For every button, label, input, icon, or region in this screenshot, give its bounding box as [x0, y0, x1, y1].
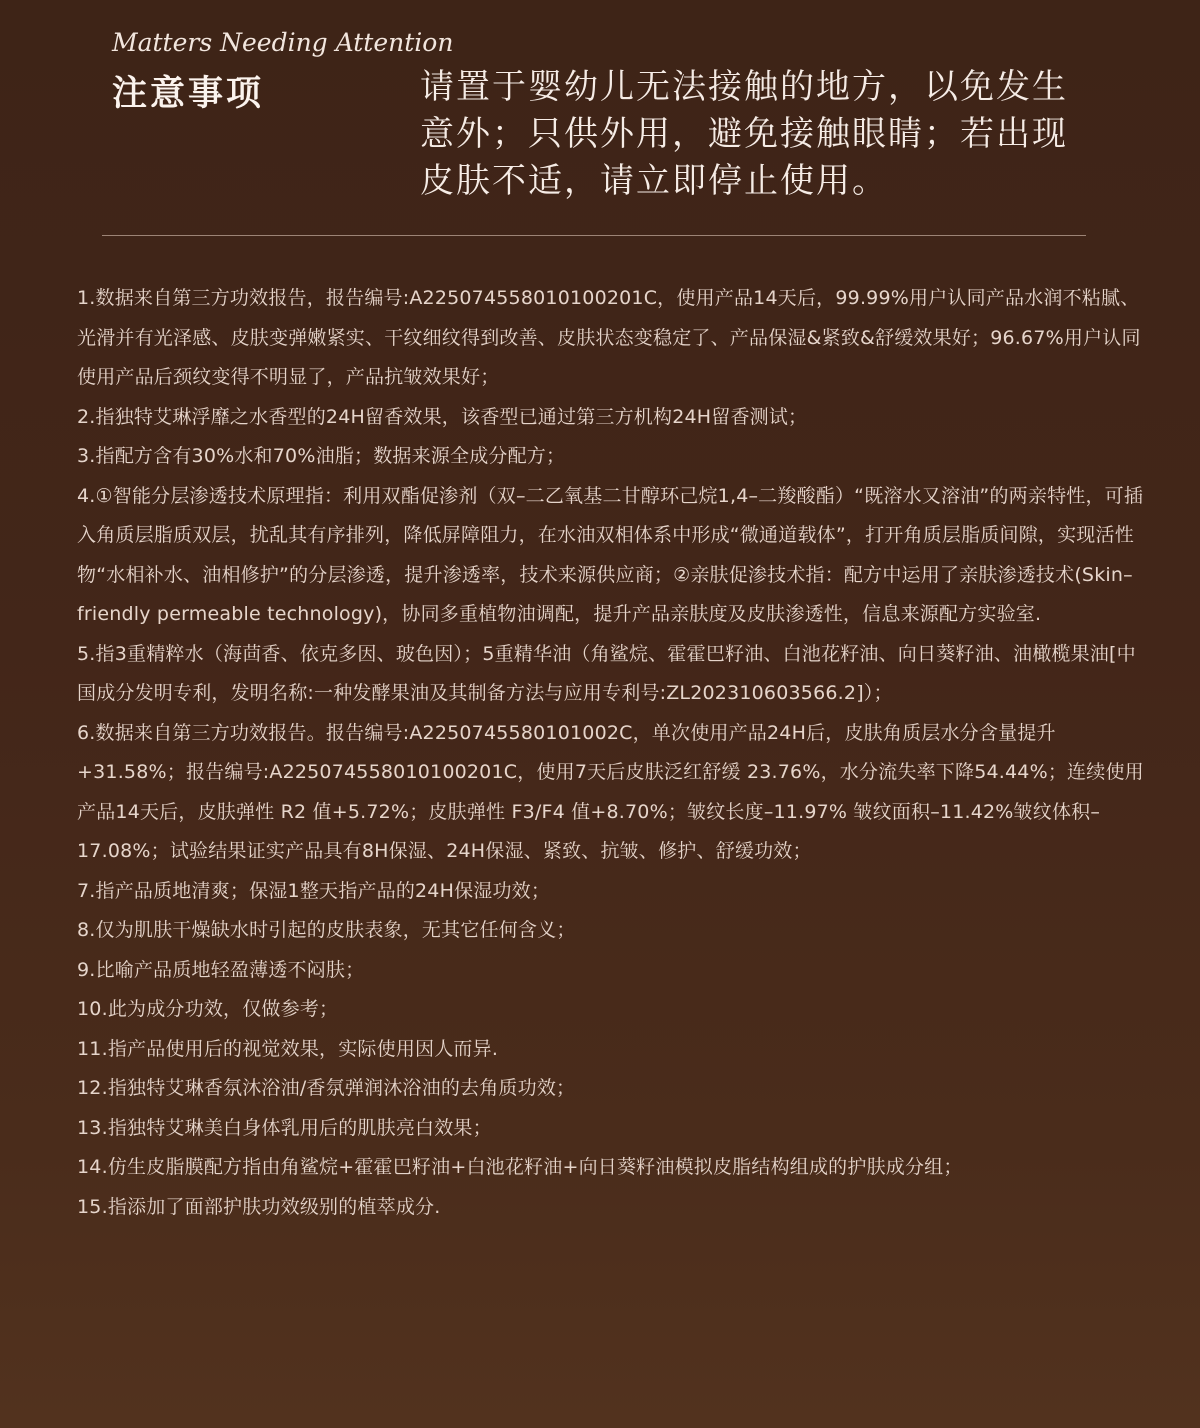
footnote-4: 4.①智能分层渗透技术原理指：利用双酯促渗剂（双–二乙氧基二甘醇环己烷1,4–二羧酸酯）“既溶水又溶油”的两亲特性，可插入角质层脂质双层，扰乱其有序排列，降低屏障阻力，在水油双相体系中形成“微通道载体”，打开角质层脂质间隙，实现活性物“水相补水、油相修护”的分层渗透，提升渗透率，技术来源供应商；②亲肤促渗技术指：配方中运用了亲肤渗透技术(Skin–friendly permeable technology)，协同多重植物油调配，提升产品亲肤度及皮肤渗透性，信息来源配方实验室. [77, 484, 1144, 625]
footnote-list [77, 279, 1147, 1227]
footnote-9: 9.比喻产品质地轻盈薄透不闷肤； [77, 958, 365, 981]
safety-warning: 请置于婴幼儿无法接触的地方，以免发生意外；只供外用，避免接触眼睛；若出现皮肤不适，请立即停止使用。 [420, 67, 1068, 201]
footnote-12: 12.指独特艾琳香氛沐浴油/香氛弹润沐浴油的去角质功效； [77, 1077, 576, 1099]
footnote-11: 11.指产品使用后的视觉效果，实际使用因人而异. [77, 1037, 499, 1060]
footnote-13: 13.指独特艾琳美白身体乳用后的肌肤亮白效果； [77, 1116, 492, 1139]
footnote-7: 7.指产品质地清爽；保湿1整天指产品的24H保湿功效； [77, 879, 551, 902]
footnote-14: 14.仿生皮脂膜配方指由角鲨烷+霍霍巴籽油+白池花籽油+向日葵籽油模拟皮脂结构组成的护肤成分组； [77, 1156, 963, 1178]
section-subtitle-en: Matters Needing Attention [112, 28, 454, 57]
footnote-10: 10.此为成分功效，仅做参考； [77, 998, 339, 1020]
footnote-1: 1.数据来自第三方功效报告，报告编号:A225074558010100201C，使用产品14天后，99.99%用户认同产品水润不粘腻、光滑并有光泽感、皮肤变弹嫩紧实、干纹细纹得到改善、皮肤状态变稳定了、产品保湿&紧致&舒缓效果好；96.67%用户认同使用产品后颈纹变得不明显了，产品抗皱效果好； [77, 287, 1141, 388]
footnote-8: 8.仅为肌肤干燥缺水时引起的皮肤表象，无其它任何含义； [77, 919, 576, 941]
section-title: 注意事项 [112, 74, 265, 114]
footnote-15: 15.指添加了面部护肤功效级别的植萃成分. [77, 1195, 441, 1218]
footnote-2: 2.指独特艾琳浮靡之水香型的24H留香效果，该香型已通过第三方机构24H留香测试； [77, 405, 808, 428]
divider [102, 235, 1086, 236]
footnote-5: 5.指3重精粹水（海茴香、依克多因、玻色因）；5重精华油（角鲨烷、霍霍巴籽油、白池花籽油、向日葵籽油、油橄榄果油[中国成分发明专利，发明名称:一种发酵果油及其制备方法与应用专利号:ZL202310603566.2]）； [77, 642, 1136, 704]
footnote-6: 6.数据来自第三方功效报告。报告编号:A2250745580101002C，单次使用产品24H后，皮肤角质层水分含量提升+31.58%；报告编号:A225074558010100201C，使用7天后皮肤泛红舒缓 23.76%，水分流失率下降54.44%；连续使用产品14天后，皮肤弹性 R2 值+5.72%；皮肤弹性 F3/F4 值+8.70%；皱纹长度–11.97% 皱纹面积–11.42%皱纹体积–17.08%；试验结果证实产品具有8H保湿、24H保湿、紧致、抗皱、修护、舒缓功效； [77, 721, 1144, 862]
footnote-3: 3.指配方含有30%水和70%油脂；数据来源全成分配方； [77, 445, 566, 467]
